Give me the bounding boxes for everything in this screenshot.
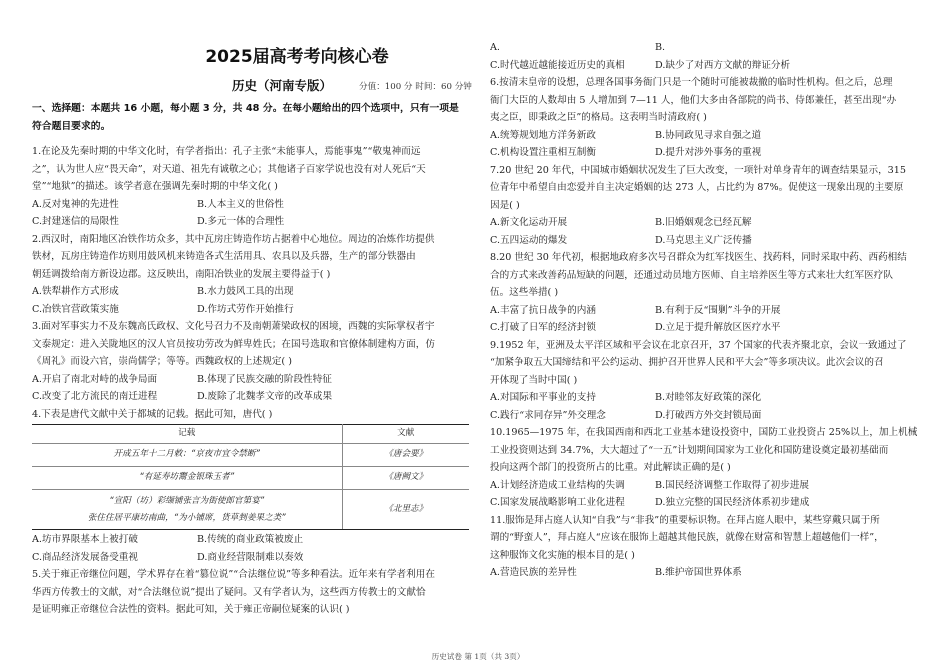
section-heading-line: 一、选择题：本题共 16 小题，每小题 3 分，共 48 分。在每小题给出的四个选项中，只有一项是 (32, 103, 459, 114)
question-text-line: 文泰规定：进入关陇地区的汉人官员按功劳改为鲜卑姓氏；在国号选取和官僚体制建构方面，仿 (32, 338, 435, 350)
option-row (32, 388, 469, 406)
option-a[interactable]: A.营造民族的差异性 (490, 567, 577, 578)
option-c[interactable]: C.改变了北方流民的南迁进程 (32, 391, 158, 402)
option-b[interactable]: B.体现了民族交融的阶段性特征 (197, 373, 332, 385)
question-5 (32, 566, 469, 619)
table-cell-record: 开成五年十二月敕：“京夜市宜令禁断” (32, 444, 342, 467)
option-row (490, 477, 930, 495)
question-text-line: 9.1952 年，亚洲及太平洋区域和平会议在北京召开，37 个国家的代表齐聚北京，会议一致通过了 (490, 339, 907, 351)
table-row (32, 467, 469, 490)
table-header-source: 文献 (342, 425, 469, 444)
option-row (32, 549, 469, 567)
option-c[interactable]: C.国家发展战略影响工业化进程 (490, 497, 625, 508)
question-1 (32, 143, 469, 231)
option-d[interactable]: D.立足于提升解放区医疗水平 (655, 322, 781, 333)
option-a[interactable]: A.坊市界限基本上被打破 (32, 534, 138, 545)
option-c[interactable]: C.冶铁官营政策实施 (32, 303, 119, 315)
option-row (490, 389, 930, 407)
question-text-line: 11.服饰是拜占庭人认知“自我”与“非我”的重要标识物。在拜占庭人眼中，某些穿戴只属于所 (490, 514, 880, 526)
option-row (490, 127, 930, 145)
option-b[interactable]: B.国民经济调整工作取得了初步进展 (655, 479, 810, 491)
question-5-options (490, 39, 930, 74)
option-row (490, 57, 930, 75)
question-text-line: 朝廷调拨给南方新设边郡。这反映出，南阳冶铁业的发展主要得益于( ) (32, 268, 331, 280)
option-a[interactable]: A.统筹规划地方洋务新政 (490, 129, 596, 141)
option-d[interactable]: D.商业经营限制难以奏效 (197, 551, 304, 563)
question-8 (490, 249, 930, 337)
option-row (32, 213, 469, 231)
question-text-line: 是证明雍正帝继位合法性的资料。据此可知，关于雍正帝嗣位疑案的认识( ) (32, 604, 350, 615)
option-b[interactable]: B.有利于反“围剿”斗争的开展 (655, 304, 781, 316)
option-a[interactable]: A.计划经济造成工业结构的失调 (490, 479, 625, 491)
question-text-line: 位青年中希望自由恋爱并自主决定婚姻的达 273 人，占比约为 87%。促使这一现象出现的主要原 (490, 182, 904, 193)
option-a[interactable]: A.对国际和平事业的支持 (490, 392, 596, 403)
table-cell-record-line: 张住住居平康坊南曲，“为小铺席，货草剉姜果之类” (87, 512, 286, 523)
question-3 (32, 318, 469, 406)
question-10 (490, 424, 930, 512)
question-9 (490, 337, 930, 425)
option-d[interactable]: D.打破西方外交封锁局面 (655, 409, 762, 421)
option-row (32, 371, 469, 389)
table-cell-record (32, 490, 342, 530)
table-header-row (32, 425, 469, 444)
question-text-line: 《周礼》而设六官，崇尚儒学；等等。西魏政权的上述规定( ) (32, 356, 292, 367)
option-row (490, 214, 930, 232)
page-footer: 历史试卷 第 1页（共 3页） (431, 652, 525, 661)
question-text-line: 之”，认为世人应“畏天命”，对天道、祖先有诚敬之心；其他诸子百家学说也没有对人死后“天 (32, 163, 426, 175)
option-row (490, 319, 930, 337)
option-d[interactable]: D.废除了北魏孝文帝的改革成果 (197, 391, 333, 402)
question-text-line: 投向这两个部门的投资所占的比重。对此解读正确的是( ) (490, 462, 731, 473)
option-b[interactable]: B.传统的商业政策被废止 (197, 534, 304, 545)
question-text-line: “加紧争取五大国缔结和平公约运动、拥护召开世界人民和平大会”等多项决议。此次会议的召 (490, 357, 884, 368)
option-c[interactable]: C.商品经济发展备受重视 (32, 551, 138, 563)
option-b[interactable]: B.人本主义的世俗性 (197, 198, 284, 210)
question-7 (490, 162, 930, 250)
table-cell-record-line: “宣阳（坊）彩缬铺张言为街使郎官第宴” (109, 495, 265, 506)
option-a[interactable]: A.丰富了抗日战争的内涵 (490, 304, 596, 316)
exam-title: 2025届高考考向核心卷 (205, 47, 389, 67)
option-d[interactable]: D.独立完整的国民经济体系初步建成 (655, 497, 810, 508)
option-c[interactable]: C.五四运动的爆发 (490, 234, 568, 246)
option-d[interactable]: D.作坊式劳作开始推行 (197, 303, 294, 315)
question-text-line: 3.面对军事实力不及东魏高氏政权、文化号召力不及南朝萧梁政权的困境，西魏的实际掌权者宇 (32, 321, 435, 332)
score-info: 分值：100 分 时间：60 分钟 (359, 82, 472, 92)
section-heading (32, 100, 469, 135)
question-text-line: 2.西汉时，南阳地区冶铁作坊众多，其中瓦房庄铸造作坊占据着中心地位。周边的冶炼作坊提供 (32, 233, 435, 245)
option-d[interactable]: D.缺少了对西方文献的辩证分析 (655, 59, 791, 71)
option-row (32, 531, 469, 549)
question-text-line: 1.在论及先秦时期的中华文化时，有学者指出：孔子主张“未能事人，焉能事鬼”“敬鬼神而远 (32, 146, 421, 157)
records-table (32, 424, 469, 530)
question-text-line: 伍。这些举措( ) (490, 287, 559, 298)
option-d[interactable]: D.马克思主义广泛传播 (655, 234, 752, 246)
table-row (32, 490, 469, 530)
question-text-line: 7.20 世纪 20 年代，中国城市婚姻状况发生了巨大改变，一项针对单身青年的调查结果显示，315 (490, 164, 906, 176)
table-cell-record: “有延寿坊鬻金银珠玉者” (32, 467, 342, 490)
question-text-line: 4.下表是唐代文献中关于都城的记载。据此可知，唐代( ) (32, 408, 273, 420)
option-b[interactable]: B.旧婚姻观念已经瓦解 (655, 217, 752, 228)
option-b[interactable]: B.对睦邻友好政策的深化 (655, 392, 762, 403)
question-text-line: 夷之臣，即秉政之臣”的格局。这表明当时清政府( ) (490, 112, 707, 123)
option-b[interactable]: B.维护帝国世界体系 (655, 567, 742, 578)
option-row (490, 144, 930, 162)
question-text-line: 因是( ) (490, 199, 520, 211)
option-row (490, 407, 930, 425)
section-heading-line: 符合题目要求的。 (32, 120, 111, 132)
option-d[interactable]: D.提升对涉外事务的重视 (655, 147, 762, 158)
option-row (490, 39, 930, 57)
question-4 (32, 406, 469, 567)
option-row (490, 232, 930, 250)
option-a[interactable]: A.铁犁耕作方式形成 (32, 286, 119, 297)
question-text-line: 10.1965—1975 年，在我国西南和西北工业基本建设投资中，国防工业投资占 25%以上，加上机械 (490, 427, 918, 438)
option-a[interactable]: A.开启了南北对峙的战争局面 (32, 373, 158, 385)
question-text-line: 华西方传教士的文献，对“合法继位说”提出了疑问。又有学者认为，这些西方传教士的文献恰 (32, 586, 426, 598)
option-row (490, 494, 930, 512)
option-c[interactable]: C.机构设置注重相互制衡 (490, 147, 596, 158)
option-a[interactable]: A.新文化运动开展 (490, 217, 568, 228)
question-6 (490, 74, 930, 162)
question-text-line: 开体现了当时中国( ) (490, 374, 578, 386)
option-b[interactable]: B.水力鼓风工具的出现 (197, 286, 294, 297)
table-row (32, 444, 469, 467)
right-body (490, 39, 930, 582)
question-text-line: 合的方式来改善药品短缺的问题，还通过动员地方医师、自主培养医生等方式来壮大红军医疗队 (490, 269, 893, 281)
option-row (32, 283, 469, 301)
option-d[interactable]: D.多元一体的合理性 (197, 216, 285, 227)
question-11 (490, 512, 930, 582)
option-c[interactable]: C.打破了日军的经济封锁 (490, 322, 596, 333)
subject-title: 历史（河南专版） (231, 78, 332, 93)
question-text-line: 8.20 世纪 30 年代初，根据地政府多次号召群众为红军找医生、找药料，同时采取中药、西药相结 (490, 252, 907, 263)
question-text-line: 铁材，瓦房庄铸造作坊则用鼓风机来铸造各式生活用具、农具以及兵器，生产的部分铁器由 (32, 251, 416, 262)
option-row (490, 302, 930, 320)
option-b[interactable]: B.协同政见寻求自强之道 (655, 129, 762, 141)
question-text-line: 6.按清末皇帝的设想，总理各国事务衙门只是一个随时可能被裁撤的临时性机构。但之后，总理 (490, 77, 893, 88)
option-c[interactable]: C.践行“求同存异”外交理念 (490, 409, 606, 421)
question-text-line: 衙门大臣的人数却由 5 人增加到 7—11 人，他们大多由各部院的尚书、侍郎兼任，甚至出现“办 (490, 94, 897, 106)
table-header-record: 记载 (32, 425, 342, 444)
question-text-line: 堂”“地狱”的描述。该学者意在强调先秦时期的中华文化( ) (32, 181, 278, 192)
question-2 (32, 231, 469, 319)
option-c[interactable]: C.时代越近越能接近历史的真相 (490, 59, 625, 71)
option-b[interactable]: B. (655, 42, 666, 53)
table-cell-source: 《唐阙文》 (342, 467, 469, 490)
option-row (490, 564, 930, 582)
table-cell-source: 《唐会要》 (342, 444, 469, 467)
left-body (32, 143, 469, 619)
question-text-line: 工业投资则达到 34.7%，大大超过了“一五”计划期间国家为工业化和国防建设奠定最初基础而 (490, 444, 889, 456)
table-cell-source: 《北里志》 (342, 490, 469, 530)
option-a[interactable]: A. (490, 42, 500, 53)
option-a[interactable]: A.反对鬼神的先进性 (32, 198, 119, 210)
question-text-line: 谓的“野蛮人”，拜占庭人“应该在服饰上超越其他民族，就像在财富和智慧上超越他们一样”， (490, 532, 884, 543)
option-c[interactable]: C.封建迷信的局限性 (32, 216, 119, 227)
question-text-line: 这种服饰文化实施的根本目的是( ) (490, 549, 635, 561)
option-row (32, 196, 469, 214)
question-text-line: 5.关于雍正帝继位问题，学术界存在着“篡位说”“合法继位说”等多种看法。近年来有学者利用在 (32, 569, 435, 580)
option-row (32, 301, 469, 319)
